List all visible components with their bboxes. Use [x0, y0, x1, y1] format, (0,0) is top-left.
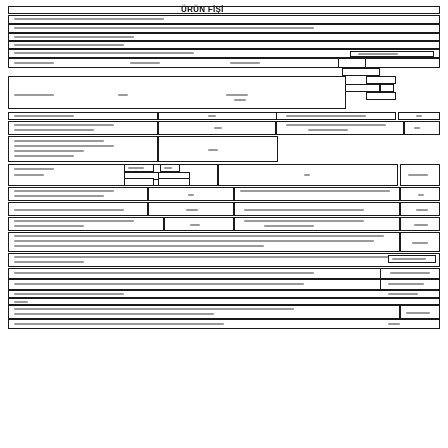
matrix-box: [366, 92, 396, 100]
text-line: [190, 224, 200, 226]
text-line: [406, 312, 430, 314]
matrix-box: [380, 84, 394, 92]
text-line: [14, 190, 114, 192]
text-line: [186, 209, 198, 211]
text-line: [208, 115, 216, 117]
text-line: [14, 36, 134, 38]
text-line: [118, 94, 128, 96]
text-line: [14, 44, 124, 46]
text-line: [14, 94, 54, 96]
text-line: [128, 167, 144, 169]
info-row: [8, 24, 440, 33]
inner-box: [124, 178, 154, 186]
text-line: [388, 283, 424, 285]
table-header-row: [8, 58, 440, 68]
text-line: [14, 225, 84, 227]
text-line: [14, 155, 74, 157]
product-sheet: [8, 6, 440, 442]
text-line: [14, 129, 94, 131]
text-line: [358, 53, 398, 55]
text-line: [14, 145, 114, 147]
page-title: ÜRÜN FİŞİ: [181, 5, 224, 14]
header-box: [338, 58, 366, 68]
table-cell: [380, 279, 440, 290]
text-line: [414, 224, 428, 226]
text-line: [244, 220, 364, 222]
text-line: [414, 127, 420, 129]
text-line: [164, 167, 172, 169]
text-line: [14, 220, 134, 222]
text-line: [264, 225, 314, 227]
text-line: [14, 62, 54, 64]
text-line: [14, 174, 44, 176]
text-line: [390, 272, 430, 274]
text-line: [14, 168, 54, 170]
text-line: [14, 283, 304, 285]
text-line: [14, 18, 164, 20]
inner-box: [158, 178, 190, 186]
info-row: [8, 279, 440, 290]
table-cell: [380, 268, 440, 279]
matrix-box: [366, 76, 396, 84]
text-line: [14, 240, 374, 242]
text-line: [408, 174, 428, 176]
info-row: [8, 298, 440, 305]
text-line: [14, 245, 264, 247]
text-line: [14, 209, 124, 211]
text-line: [392, 258, 426, 260]
text-line: [14, 27, 314, 29]
text-line: [208, 149, 218, 151]
text-line: [416, 115, 422, 117]
matrix-box: [342, 68, 380, 76]
text-line: [14, 301, 28, 303]
table-cell: [158, 136, 278, 162]
text-line: [308, 129, 348, 131]
text-line: [226, 94, 248, 96]
text-line: [14, 195, 104, 197]
text-line: [14, 256, 414, 258]
matrix-box: [342, 84, 380, 92]
text-line: [14, 323, 224, 325]
table-row: [8, 76, 346, 109]
text-line: [130, 62, 160, 64]
text-line: [14, 52, 194, 54]
text-line: [14, 293, 124, 295]
title-row: [8, 6, 440, 14]
text-line: [234, 99, 246, 101]
text-line: [14, 272, 314, 274]
text-line: [14, 115, 74, 117]
text-line: [14, 313, 214, 315]
text-line: [244, 209, 364, 211]
text-line: [418, 194, 424, 196]
text-line: [304, 174, 310, 176]
text-line: [14, 150, 84, 152]
text-line: [14, 308, 294, 310]
text-line: [14, 124, 114, 126]
text-line: [240, 190, 390, 192]
info-row: [8, 268, 440, 279]
text-line: [286, 124, 386, 126]
text-line: [388, 323, 400, 325]
text-line: [14, 140, 104, 142]
text-line: [388, 293, 418, 295]
text-line: [214, 127, 222, 129]
text-line: [230, 62, 260, 64]
text-line: [412, 242, 428, 244]
text-line: [14, 261, 84, 263]
text-line: [14, 235, 384, 237]
table-cell: [404, 121, 440, 135]
text-line: [188, 194, 194, 196]
text-line: [286, 115, 366, 117]
text-line: [416, 209, 428, 211]
info-row: [8, 15, 440, 24]
